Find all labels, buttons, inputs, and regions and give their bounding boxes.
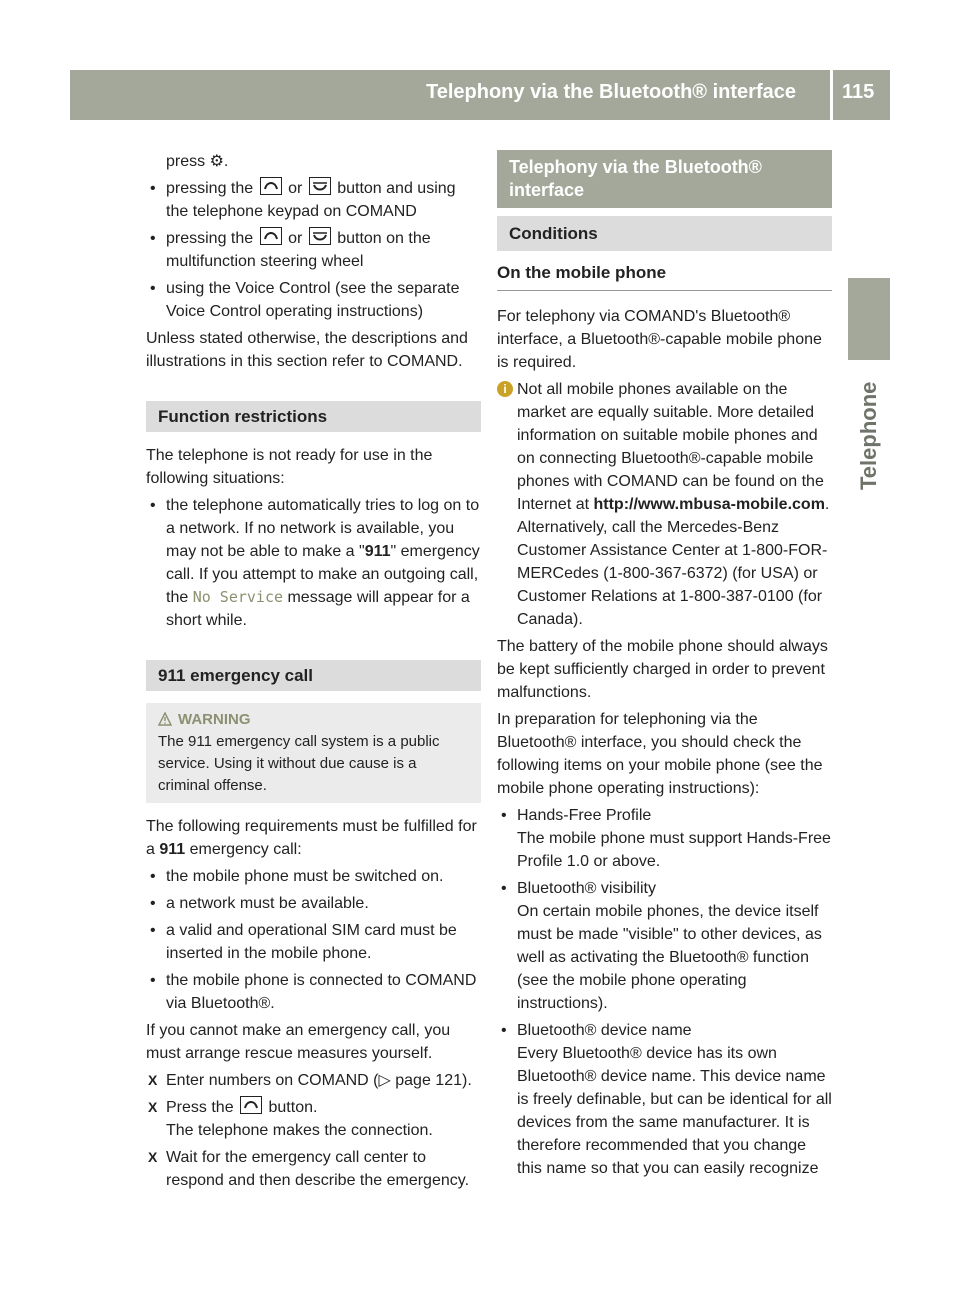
section-heading: 911 emergency call: [146, 660, 481, 691]
paragraph: In preparation for telephoning via the Bluetooth® interface, you should check the following items on your mobile phone (see the mobile phone operating instructions):: [497, 711, 823, 797]
intro-line: press ⚙.: [166, 153, 229, 170]
list-item: • using the Voice Control (see the separate Voice Control operating instructions): [146, 277, 481, 323]
list-item: • a network must be available.: [146, 892, 481, 915]
paragraph: The following requirements must be fulfilled for a 911 emergency call:: [146, 818, 477, 858]
phone-end-icon: [309, 177, 331, 195]
subsection-heading: On the mobile phone: [497, 261, 832, 291]
list-item: • the telephone automatically tries to log on to a network. If no network is available, you may not be able to make a "911" emergency call. If you attempt to make an outgoing call, the No Service message will appear for a short while.: [146, 494, 481, 632]
page-number: 115: [842, 81, 875, 103]
header-title: Telephony via the Bluetooth® interface: [426, 81, 796, 103]
page-header: [70, 70, 890, 120]
warning-text: The 911 emergency call system is a public service. Using it without due cause is a criminal offense.: [158, 733, 440, 794]
list-item: • pressing the or button on the multifunction steering wheel: [146, 227, 481, 273]
phone-end-icon: [309, 227, 331, 245]
phone-accept-icon: [260, 227, 282, 245]
list-item: • a valid and operational SIM card must be inserted in the mobile phone.: [146, 919, 481, 965]
step-item: X Press the button. The telephone makes the connection.: [146, 1096, 481, 1142]
warning-triangle-icon: [158, 712, 172, 726]
info-note: i Not all mobile phones available on the market are equally suitable. More detailed information on suitable mobile phones and on connecting Bluetooth®-capable mobile phones with COMAND can be found on the Internet at http://www.mbusa-mobile.com. Alternatively, call the Mercedes-Benz Customer Assistance Center at 1-800-FOR-MERCedes (1-800-367-6372) (for USA) or Customer Relations at 1-800-387-0100 (for Canada).: [497, 378, 832, 631]
phone-accept-icon: [260, 177, 282, 195]
list-item: • Hands-Free Profile The mobile phone must support Hands-Free Profile 1.0 or above.: [497, 804, 832, 873]
list-item: • pressing the or button and using the telephone keypad on COMAND: [146, 177, 481, 223]
paragraph: For telephony via COMAND's Bluetooth® interface, a Bluetooth®-capable mobile phone is required.: [497, 308, 822, 371]
paragraph: If you cannot make an emergency call, you must arrange rescue measures yourself.: [146, 1022, 451, 1062]
no-service-message: No Service: [192, 588, 284, 606]
section-heading: Function restrictions: [146, 401, 481, 432]
side-tab-label: Telephone: [856, 381, 881, 490]
warning-title: WARNING: [178, 711, 251, 728]
step-item: X Enter numbers on COMAND (▷ page 121).: [146, 1069, 481, 1092]
paragraph: The battery of the mobile phone should always be kept sufficiently charged in order to prevent malfunctions.: [497, 638, 828, 701]
list-item: • the mobile phone must be switched on.: [146, 865, 481, 888]
website-url: http://www.mbusa-mobile.com: [593, 496, 825, 513]
side-tab-block: [848, 278, 890, 360]
controller-icon: ⚙: [209, 153, 224, 170]
info-icon: i: [497, 381, 513, 397]
step-item: X Wait for the emergency call center to respond and then describe the emergency.: [146, 1146, 481, 1192]
list-item: • Bluetooth® visibility On certain mobile phones, the device itself must be made "visible" to other devices, as well as activating the Bluetooth® function (see the mobile phone operating instructions).: [497, 877, 832, 1015]
phone-accept-icon: [240, 1096, 262, 1114]
paragraph: Unless stated otherwise, the descriptions and illustrations in this section refer to COMAND.: [146, 330, 468, 370]
list-item: • the mobile phone is connected to COMAND via Bluetooth®.: [146, 969, 481, 1015]
warning-box: [146, 703, 481, 803]
chapter-heading: Telephony via the Bluetooth® interface: [497, 150, 832, 208]
paragraph: The telephone is not ready for use in the following situations:: [146, 447, 433, 487]
list-item: • Bluetooth® device name Every Bluetooth® device has its own Bluetooth® device name. This device name is freely definable, but can be identical for all devices from the same manufacturer. It is therefore recommended that you change this name so that you can easily recognize: [497, 1019, 832, 1180]
left-column: [146, 150, 481, 1196]
section-heading: Conditions: [497, 216, 832, 251]
right-column: [497, 150, 832, 1184]
header-divider: [830, 70, 833, 120]
